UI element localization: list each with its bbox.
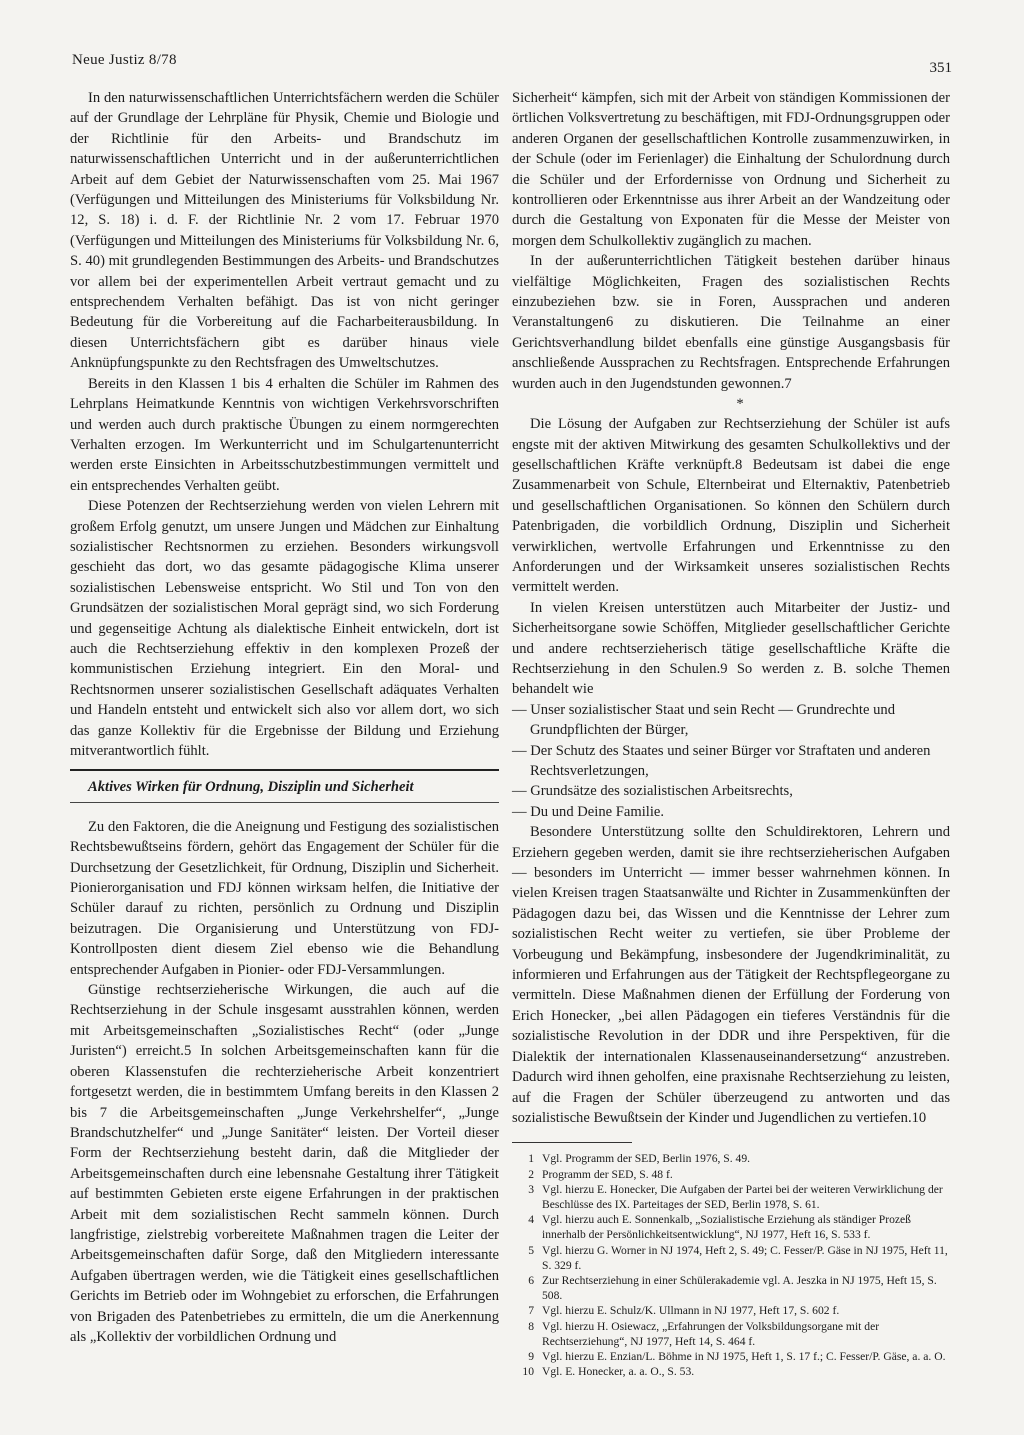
journal-title: Neue Justiz 8/78 [72, 52, 177, 68]
section-divider-bottom [70, 802, 499, 803]
footnote-rule [512, 1142, 632, 1143]
footnote [512, 1319, 950, 1349]
footnote-text: Vgl. hierzu H. Osiewacz, „Erfahrungen der Volksbildungsorgane mit der Rechtserziehung“, NJ 1977, Heft 14, S. 464 f. [542, 1319, 880, 1348]
asterisk-separator: * [736, 396, 744, 413]
footnote-text: Vgl. hierzu E. Schulz/K. Ullmann in NJ 1977, Heft 17, S. 602 f. [542, 1304, 840, 1318]
footnote [512, 1243, 950, 1273]
footnote-number: 9 [528, 1349, 534, 1363]
paragraph: Sicherheit“ kämpfen, sich mit der Arbeit von ständigen Kommissionen der örtlichen Volksvertretung zu beschäftigen, mit FDJ-Ordnungsgruppen oder anderen Organen der gesellschaftlichen Kontrolle zusammenzuwirken, in der Schule (oder im Ferienlager) die Einhaltung der Schulordnung durch die Schüler und der Erfordernisse von Ordnung und Sicherheit zu kontrollieren oder Erkenntnisse aus ihrer Arbeit an der Wandzeitung oder durch die Gestaltung von Exponaten für die Messe der Meister von morgen dem Schulkollektiv zugänglich zu machen. [512, 90, 950, 249]
paragraph: Diese Potenzen der Rechtserziehung werden von vielen Lehrern mit großem Erfolg genutzt, um unsere Jungen und Mädchen zur Einhaltung sozialistischer Rechtsnormen zu erziehen. Besonders wirkungsvoll geschieht das dort, wo das gesamte pädagogische Klima unserer sozialistischen Lebensweise entspricht. Wo Stil und Ton von den Grundsätzen der sozialistischen Moral geprägt sind, wo sich Forderung und gegenseitige Achtung als dialektische Einheit entwickeln, dort ist auch die Rechtserziehung effektiv in den komplexen Prozeß der kommunistischen Erziehung integriert. Ein den Moral- und Rechtsnormen unserer sozialistischen Gesellschaft adäquates Verhalten und Handeln entsteht und entwickelt sich also vor allem dort, wo sich das ganze Kollektiv für die Ergebnisse der Bildung und Erziehung mitverantwortlich fühlt. [70, 498, 499, 759]
left-column [70, 88, 499, 1347]
footnotes [512, 1151, 950, 1379]
footnote-text: Vgl. Programm der SED, Berlin 1976, S. 49. [542, 1152, 751, 1166]
paragraph: In vielen Kreisen unterstützen auch Mitarbeiter der Justiz- und Sicherheitsorgane sowie Schöffen, Mitglieder gesellschaftlicher Gerichte und andere rechtserzieherisch tätige gesellschaftliche Kräfte die Rechtserziehung in den Schulen.9 So werden z. B. solche Themen behandelt wie [512, 599, 950, 698]
footnote [512, 1364, 950, 1379]
footnote-text: Vgl. hierzu auch E. Sonnenkalb, „Sozialistische Erziehung als ständiger Prozeß innerhalb der Persönlichkeitsentwicklung“, NJ 1977, Heft 16, S. 533 f. [542, 1213, 911, 1242]
footnote [512, 1167, 950, 1182]
footnote-text: Vgl. E. Honecker, a. a. O., S. 53. [542, 1365, 695, 1379]
paragraph: Zu den Faktoren, die die Aneignung und Festigung des sozialistischen Rechtsbewußtseins fördern, gehört das Engagement der Schüler für die Durchsetzung der Gesetzlichkeit, für Ordnung, Disziplin und Sicherheit. Pionierorganisation und FDJ können wirksam helfen, die Initiative der Schüler darauf zu richten, persönlich zu Ordnung und Disziplin beizutragen. Die Organisierung und Unterstützung von FDJ-Kontrollposten dient diesem Ziel ebenso wie die Behandlung entsprechender Aufgaben in Pionier- oder FDJ-Versammlungen. [70, 818, 499, 978]
footnote-text: Vgl. hierzu E. Honecker, Die Aufgaben der Partei bei der weiteren Verwirklichung der Beschlüsse des IX. Parteitages der SED, Berlin 1978, S. 61. [542, 1182, 943, 1211]
list-item: — Der Schutz des Staates und seiner Bürger vor Straftaten und anderen Rechtsverletzungen, [512, 742, 931, 779]
list-item: — Grundsätze des sozialistischen Arbeitsrechts, [512, 783, 793, 800]
footnote-number: 4 [528, 1213, 534, 1227]
paragraph: Die Lösung der Aufgaben zur Rechtserziehung der Schüler ist aufs engste mit der aktiven Mitwirkung des gesamten Schulkollektivs und der gesellschaftlichen Kräfte verknüpft.8 Bedeutsam ist dabei die enge Zusammenarbeit von Schule, Elternbeirat und Elternaktiv, Patenbetrieb und gesellschaftlichen Organisationen. So können den Schülern durch Patenbrigaden, die vorbildlich Ordnung, Disziplin und Sicherheit verwirklichen, wertvolle Erfahrungen und Erkenntnisse zu den Anforderungen und der Wirksamkeit unseres sozialistischen Rechts vermittelt werden. [512, 416, 950, 596]
paragraph: Bereits in den Klassen 1 bis 4 erhalten die Schüler im Rahmen des Lehrplans Heimatkunde Kenntnis von wichtigen Verkehrsvorschriften und werden auch durch praktische Übungen zu einem normgerechten Verhalten erzogen. Im Werkunterricht und im Schulgartenunterricht werden erste Einsichten in Arbeitsschutzbestimmungen vermittelt und ein entsprechendes Verhalten geübt. [70, 375, 499, 494]
page-number: 351 [929, 60, 952, 76]
right-column [512, 88, 950, 1379]
footnote-text: Vgl. hierzu E. Enzian/L. Böhme in NJ 1975, Heft 1, S. 17 f.; C. Fesser/P. Gäse, a. a. O. [542, 1349, 946, 1363]
footnote-number: 5 [528, 1243, 534, 1257]
footnote-number: 6 [528, 1273, 534, 1287]
footnote [512, 1212, 950, 1242]
footnote-text: Vgl. hierzu G. Worner in NJ 1974, Heft 2, S. 49; C. Fesser/P. Gäse in NJ 1975, Heft 11, S. 329 f. [542, 1243, 948, 1272]
section-heading: Aktives Wirken für Ordnung, Disziplin und Sicherheit [88, 779, 414, 796]
footnote [512, 1303, 950, 1318]
paragraph: In der außerunterrichtlichen Tätigkeit bestehen darüber hinaus vielfältige Möglichkeiten, Fragen des sozialistischen Rechts einzubeziehen bzw. sie in Foren, Aussprachen und anderen Veranstaltungen6 zu diskutieren. Die Teilnahme an einer Gerichtsverhandlung bildet ebenfalls eine günstige Ausgangsbasis für anschließende Aussprachen zu Rechtsfragen. Entsprechende Erfahrungen wurden auch in den Jugendstunden gewonnen.7 [512, 253, 950, 392]
section-divider-top [70, 769, 499, 771]
list-item: — Du und Deine Familie. [512, 803, 664, 820]
list-item: — Unser sozialistischer Staat und sein Recht — Grundrechte und Grundpflichten der Bürger, [512, 701, 895, 739]
footnote [512, 1182, 950, 1212]
paragraph: In den naturwissenschaftlichen Unterrichtsfächern werden die Schüler auf der Grundlage der Lehrpläne für Physik, Chemie und Biologie und der Richtlinie für den Arbeits- und Brandschutz im naturwissenschaftlichen Unterricht und in der außerunterrichtlichen Arbeit auf dem Gebiet der Naturwissenschaften vom 25. Mai 1967 (Verfügungen und Mitteilungen des Ministeriums für Volksbildung Nr. 12, S. 18) i. d. F. der Richtlinie Nr. 2 vom 17. Februar 1970 (Verfügungen und Mitteilungen des Ministeriums für Volksbildung Nr. 6, S. 40) mit grundlegenden Bestimmungen des Arbeits- und Brandschutzes vor allem bei der experimentellen Arbeit vertraut gemacht und zu entsprechendem Verhalten befähigt. Das ist von nicht geringer Bedeutung für die Vorbereitung auf die Facharbeiterausbildung. In diesen Unterrichtsfächern gibt es darüber hinaus viele Anknüpfungspunkte zu den Rechtsfragen des Umweltschutzes. [70, 90, 499, 372]
paragraph: Besondere Unterstützung sollte den Schuldirektoren, Lehrern und Erziehern gegeben werden, damit sie ihre rechtserzieherischen Aufgaben — besonders im Unterricht — immer besser wahrnehmen können. In vielen Kreisen tragen Staatsanwälte und Richter in Zusammenkünften der Pädagogen dazu bei, das Wissen und die Kenntnisse der Lehrer zum sozialistischen Recht weiter zu vertiefen, sie über Probleme der Vorbeugung und Bekämpfung, insbesondere der Jugendkriminalität, zu informieren und Erfahrungen aus der Tätigkeit der Rechtspflegeorgane zu vermitteln. Diese Maßnahmen dienen der Erfüllung der Forderung von Erich Honecker, „bei allen Pädagogen ein tieferes Verständnis für die sozialistische Revolution in der DDR und ihre Perspektiven, für die Dialektik der internationalen Klassenauseinandersetzung“ anzustreben. Dadurch wird ihnen geholfen, eine praxisnahe Rechtserziehung zu leisten, auf die Fragen der Schüler überzeugend zu antworten und das sozialistische Bewußtsein der Kinder und Jugendlichen zu vertiefen.10 [512, 824, 950, 1126]
footnote-number: 3 [528, 1182, 534, 1196]
footnote-text: Programm der SED, S. 48 f. [542, 1167, 673, 1181]
footnote-number: 1 [528, 1152, 534, 1166]
paragraph: Günstige rechtserzieherische Wirkungen, die auch auf die Rechtserziehung in der Schule insgesamt ausstrahlen können, werden mit Arbeitsgemeinschaften „Sozialistisches Recht“ (oder „Junge Juristen“) erreicht.5 In solchen Arbeitsgemeinschaften kann für die oberen Klassenstufen die rechterzieherische Arbeit konzentriert fortgesetzt werden, die in bestimmtem Umfang bereits in den Klassen 2 bis 7 die Arbeitsgemeinschaften „Junge Verkehrshelfer“, „Junge Brandschutzhelfer“ und „Junge Sanitäter“ leisten. Der Vorteil dieser Form der Rechtserziehung besteht darin, daß die Mitglieder der Arbeitsgemeinschaften durch eine lebensnahe Gestaltung ihrer Tätigkeit auf bestimmten Gebieten erste eigene Erfahrungen in der praktischen Arbeit mit dem sozialistischen Recht sammeln können. Durch langfristige, zielstrebig vorbereitete Maßnahmen tragen die Leiter der Arbeitsgemeinschaften dafür Sorge, daß den Mitgliedern interessante Aufgaben übertragen werden, wie die Tätigkeit eines gesellschaftlichen Gerichts im Betrieb oder im Wohngebiet zu erforschen, die Erfahrungen von Brigaden des Patenbetriebes zu ermitteln, die um die Anerkennung als „Kollektiv der vorbildlichen Ordnung und [70, 982, 499, 1345]
footnote-number: 8 [528, 1319, 534, 1333]
footnote [512, 1273, 950, 1303]
topic-list [512, 700, 950, 822]
footnote-text: Zur Rechtserziehung in einer Schülerakademie vgl. A. Jeszka in NJ 1975, Heft 15, S. 508. [542, 1273, 937, 1303]
footnote-number: 7 [528, 1304, 534, 1318]
footnote [512, 1349, 950, 1364]
footnote [512, 1151, 950, 1166]
footnote-number: 10 [522, 1365, 534, 1379]
page-header [72, 52, 952, 76]
footnote-number: 2 [528, 1167, 534, 1181]
